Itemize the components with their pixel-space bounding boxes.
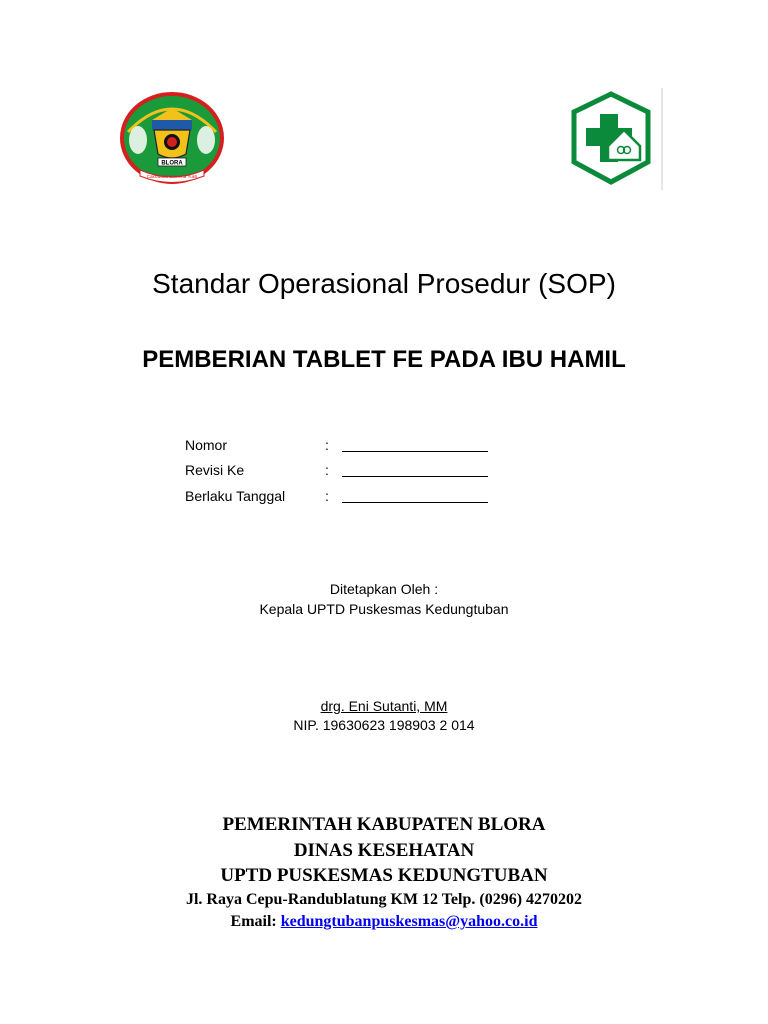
footer-government: PEMERINTAH KABUPATEN BLORA: [222, 814, 546, 835]
meta-colon: :: [325, 462, 329, 478]
puskesmas-cross-house-icon: [558, 88, 664, 190]
approval-set-by: Ditetapkan Oleh :: [329, 581, 439, 597]
footer-office: UPTD PUSKESMAS KEDUNGTUBAN: [220, 865, 548, 886]
meta-blank-line: [342, 502, 488, 503]
puskesmas-logo: [558, 88, 664, 190]
blora-logo-text: BLORA: [161, 160, 183, 167]
footer-department: DINAS KESEHATAN: [293, 840, 475, 861]
meta-colon: :: [325, 437, 329, 453]
meta-blank-line: [342, 451, 488, 452]
blora-regency-emblem-icon: [118, 92, 226, 188]
meta-label: Nomor: [185, 437, 228, 453]
approval-signer-wrapper: [0, 698, 768, 714]
blora-logo-motto: Cakrawala Sumerta Yukti: [146, 174, 198, 179]
footer-email-link[interactable]: kedungtubanpuskesmas@yahoo.co.id: [280, 913, 538, 930]
meta-label: Revisi Ke: [185, 462, 245, 478]
footer-email-line: [0, 913, 768, 931]
approval-position: Kepala UPTD Puskesmas Kedungtuban: [259, 601, 509, 617]
footer-email-label: Email:: [230, 913, 277, 930]
meta-label: Berlaku Tanggal: [185, 488, 286, 504]
document-subtitle: PEMBERIAN TABLET FE PADA IBU HAMIL: [142, 346, 626, 373]
meta-blank-line: [342, 476, 488, 477]
meta-colon: :: [325, 488, 329, 504]
document-title: Standar Operasional Prosedur (SOP): [152, 268, 616, 299]
approval-nip: NIP. 19630623 198903 2 014: [293, 717, 475, 733]
blora-emblem-logo: [118, 92, 226, 188]
approval-signer-name: drg. Eni Sutanti, MM: [320, 698, 448, 714]
footer-address: Jl. Raya Cepu-Randublatung KM 12 Telp. (0296) 4270202: [185, 891, 583, 908]
